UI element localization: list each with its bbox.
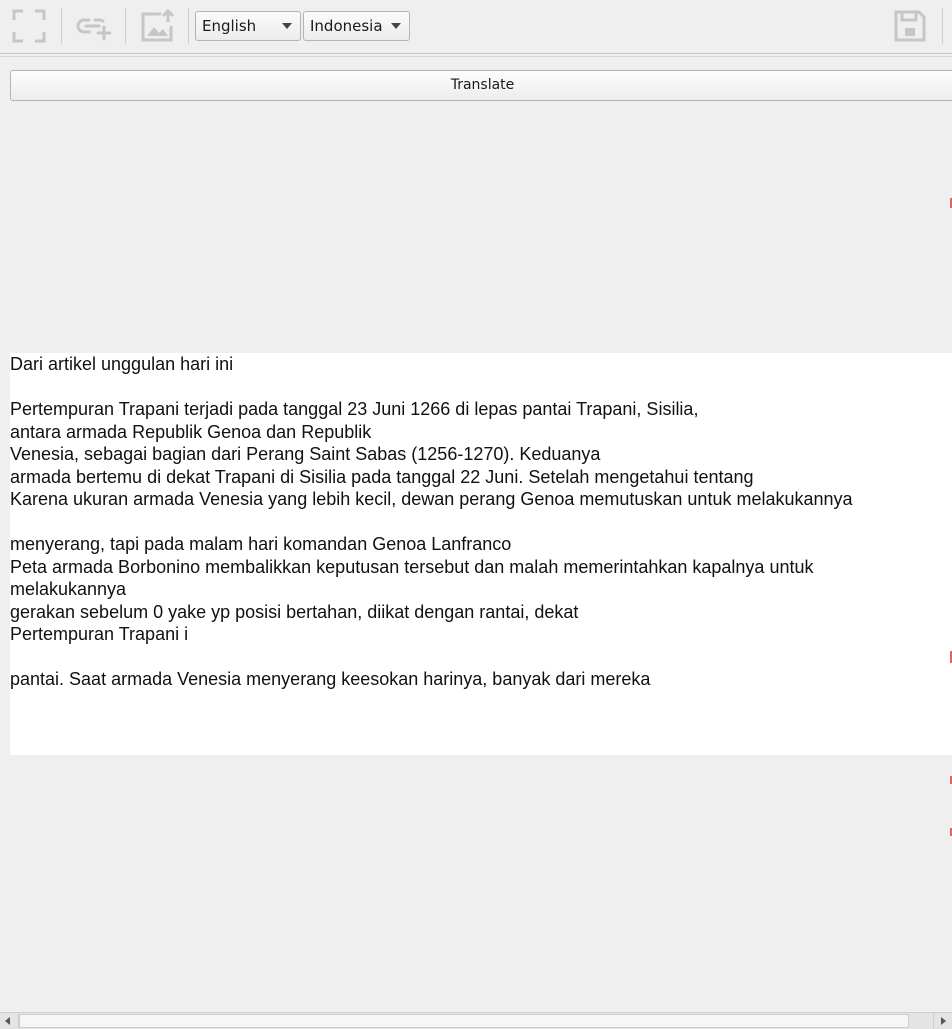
save-icon[interactable] [892,8,928,44]
text-line: antara armada Republik Genoa dan Republik [10,421,372,442]
scroll-left-button[interactable] [0,1013,19,1029]
text-line: pantai. Saat armada Venesia menyerang keesokan harinya, banyak dari mereka [10,669,651,689]
translate-button[interactable]: Translate [10,70,952,101]
image-upload-icon[interactable] [139,8,175,44]
scrollbar-thumb[interactable] [19,1014,909,1028]
toolbar-separator [188,8,189,44]
toolbar [0,0,952,54]
horizontal-scrollbar[interactable] [0,1012,952,1029]
text-line: Pertempuran Trapani terjadi pada tanggal 23 Juni 1266 di lepas pantai Trapani, Sisilia, [10,399,699,419]
arrow-left-icon [5,1017,10,1025]
arrow-right-icon [941,1017,946,1025]
target-language-select[interactable] [303,11,410,41]
text-line: Venesia, sebagai bagian dari Perang Saint Sabas (1256-1270). Keduanya [10,444,601,464]
text-line: Karena ukuran armada Venesia yang lebih kecil, dewan perang Genoa memutuskan untuk melakukannya [10,489,853,509]
text-line: Dari artikel unggulan hari ini [10,354,234,374]
scroll-right-button[interactable] [933,1013,952,1029]
link-add-icon[interactable] [75,8,111,44]
text-line: Pertempuran Trapani i [10,624,189,644]
text-line: Peta armada Borbonino membalikkan keputusan tersebut dan malah memerintahkan kapalnya untuk [10,556,814,577]
source-language-select[interactable] [195,11,301,41]
chevron-down-icon [391,23,401,29]
divider [0,56,952,57]
text-line: menyerang, tapi pada malam hari komandan Genoa Lanfranco [10,534,512,554]
text-line: gerakan sebelum 0 yake yp posisi bertahan, diikat dengan rantai, dekat [10,601,579,622]
chevron-down-icon [282,23,292,29]
toolbar-separator [942,8,943,44]
text-line: melakukannya [10,579,127,599]
toolbar-separator [125,8,126,44]
text-line: armada bertemu di dekat Trapani di Sisilia pada tanggal 22 Juni. Setelah mengetahui tentang [10,466,754,487]
toolbar-separator [61,8,62,44]
source-language-value: English [202,17,257,35]
target-language-value: Indonesia [310,17,383,35]
fullscreen-icon[interactable] [11,8,47,44]
